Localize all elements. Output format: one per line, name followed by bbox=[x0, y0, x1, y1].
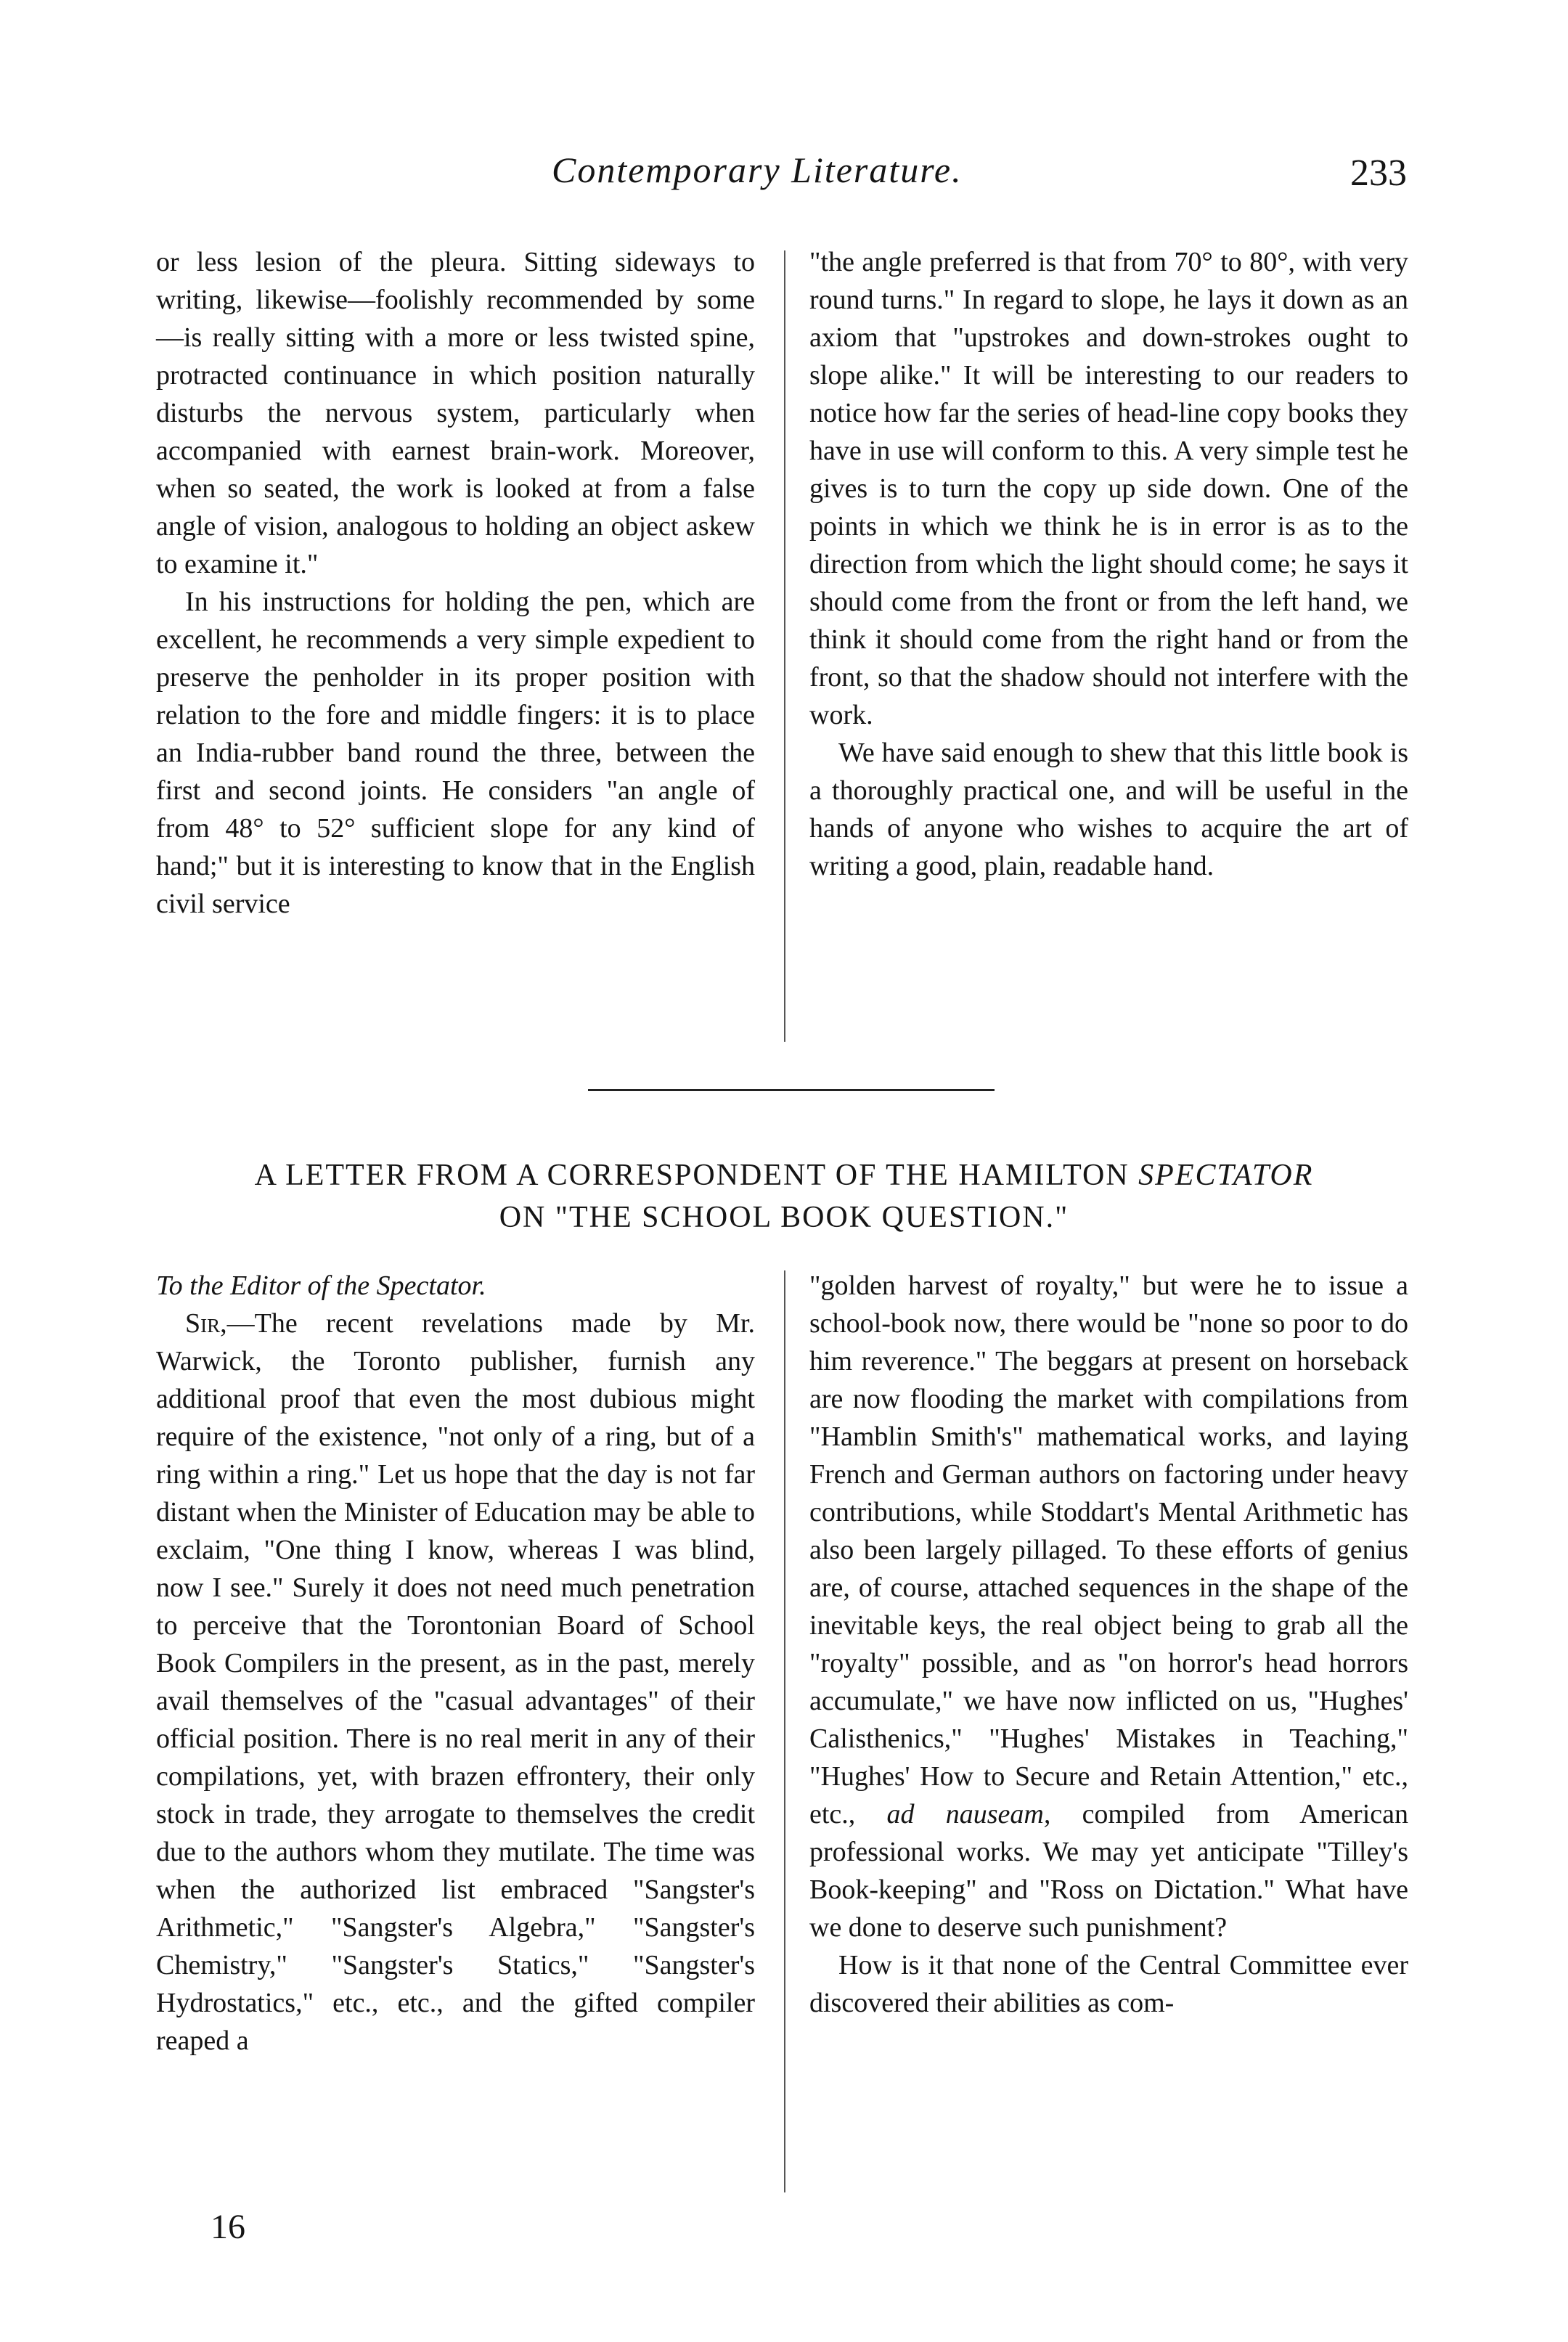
sir-opening: Sir, bbox=[185, 1308, 227, 1339]
paragraph: We have said enough to shew that this little book is a thoroughly practical one, and will be useful in the hands of anyone who wishes to acquire the art of writing a good, plain, readable hand. bbox=[809, 738, 1408, 881]
column-rule bbox=[784, 1270, 785, 2192]
paragraph: In his instructions for holding the pen, which are excellent, he recommends a very simple expedient to preserve the penholder in its proper position with relation to the fore and middle fingers: it is to place an India-rubber band round the three, between the first and second joints. He considers "an angle of from 48° to 52° sufficient slope for any kind of hand;" but it is interesting to know that in the English civil service bbox=[156, 587, 755, 919]
section-divider bbox=[588, 1089, 995, 1091]
paragraph: "golden harvest of royalty," but were he to issue a school-book now, there would be "none so poor to do him reverence." The beggars at present on horseback are now flooding the market with compilations from "Hamblin Smith's" mathematical works, and laying French and German authors on factoring under heavy contributions, while Stoddart's Mental Arithmetic has also been largely pillaged. To these efforts of genius are, of course, attached sequences in the shape of the inevitable keys, the real object being to grab all the "royalty" possible, and as "on horror's head horrors accumulate," we have now inflicted on us, "Hughes' Calisthenics," "Hughes' Mistakes in Teaching," "Hughes' How to Secure and Retain Attention," etc., etc., ad nauseam, compiled from American professional works. We may yet anticipate "Tilley's Book-keeping" and "Ross on Dictation." What have we done to deserve such punishment? bbox=[809, 1270, 1408, 1943]
column-rule bbox=[784, 250, 785, 1042]
paragraph: Sir,—The recent revelations made by Mr. Warwick, the Toronto publisher, furnish any additional proof that even the most dubious might require of the existence, "not only of a ring, but of a ring within a ring." Let us hope that the day is not far distant when the Minister of Education may be able to exclaim, "One thing I know, whereas I was blind, now I see." Surely it does not need much penetration to perceive that the Torontonian Board of School Book Compilers in the present, as in the past, merely avail themselves of the "casual advantages" of their official position. There is no real merit in any of their compilations, yet, with brazen effrontery, their only stock in trade, they arrogate to themselves the credit due to the authors whom they mutilate. The time was when the authorized list embraced "Sangster's Arithmetic," "Sangster's Algebra," "Sangster's Chemistry," "Sangster's Statics," "Sangster's Hydrostatics," etc., etc., and the gifted compiler reaped a bbox=[156, 1308, 755, 2056]
headline-line-1: A LETTER FROM A CORRESPONDENT OF THE HAMILTON SPECTATOR bbox=[254, 1159, 1314, 1192]
paragraph: "the angle preferred is that from 70° to 80°, with very round turns." In regard to slope, he lays it down as an axiom that "upstrokes and down-strokes ought to slope alike." It will be interesting to our readers to notice how far the series of head-line copy books they have in use will conform to this. A very simple test he gives is to turn the copy up side down. One of the points in which we think he is in error is as to the direction from which the light should come; he says it should come from the front or from the left hand, we think it should come from the right hand or from the front, so that the shadow should not interfere with the work. bbox=[809, 247, 1408, 730]
headline-spectator: SPECTATOR bbox=[1138, 1159, 1314, 1192]
top-left-column bbox=[156, 243, 755, 923]
letter-left-column bbox=[156, 1267, 755, 2060]
signature-mark: 16 bbox=[211, 2208, 245, 2246]
top-right-column bbox=[809, 243, 1408, 885]
salutation: To the Editor of the Spectator. bbox=[156, 1270, 486, 1301]
paragraph: or less lesion of the pleura. Sitting sideways to writing, likewise—foolishly recommended by some—is really sitting with a more or less twisted spine, protracted continuance in which position naturally disturbs the nervous system, particularly when accompanied with earnest brain-work. Moreover, when so seated, the work is looked at from a false angle of vision, analogous to holding an object askew to examine it." bbox=[156, 247, 755, 579]
headline-line-2: ON "THE SCHOOL BOOK QUESTION." bbox=[499, 1201, 1069, 1234]
running-title: Contemporary Literature. bbox=[552, 150, 963, 190]
letter-right-column bbox=[809, 1267, 1408, 2022]
running-head bbox=[0, 149, 1568, 207]
page-number: 233 bbox=[1350, 152, 1407, 194]
paragraph: How is it that none of the Central Committee ever discovered their abilities as com- bbox=[809, 1950, 1408, 2018]
ad-nauseam: ad nauseam, bbox=[886, 1799, 1051, 1829]
letter-headline bbox=[131, 1154, 1437, 1239]
